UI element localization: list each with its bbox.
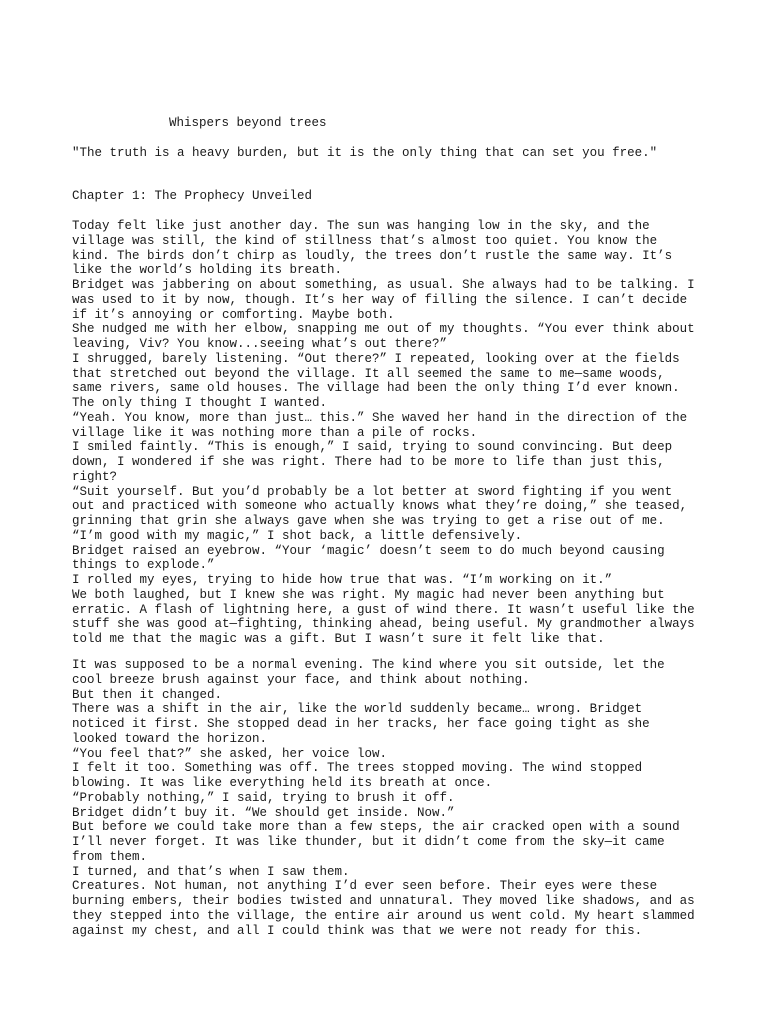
text-line: if it’s annoying or comforting. Maybe both. <box>72 307 395 322</box>
text-line: “You feel that?” she asked, her voice low. <box>72 746 388 761</box>
text-line: told me that the magic was a gift. But I wasn’t sure it felt like that. <box>72 632 605 646</box>
text-line: We both laughed, but I knew she was right. My magic had never been anything but <box>72 587 665 602</box>
text-line: noticed it first. She stopped dead in her tracks, her face going tight as she <box>72 717 650 731</box>
text-line: grinning that grin she always gave when she was trying to get a rise out of me. <box>72 514 665 528</box>
text-line: I felt it too. Something was off. The trees stopped moving. The wind stopped <box>72 761 643 776</box>
text-line: looked toward the horizon. <box>72 731 268 746</box>
text-line: village like it was nothing more than a pile of rocks. <box>72 425 478 440</box>
text-line: There was a shift in the air, like the world suddenly became… wrong. Bridget <box>72 702 643 717</box>
text-line: from them. <box>72 849 148 864</box>
text-line: leaving, Viv? You know...seeing what’s out there?” <box>72 337 448 351</box>
text-line: cool breeze brush against your face, and think about nothing. <box>72 672 530 687</box>
text-line: against my chest, and all I could think was that we were not ready for this. <box>72 923 643 938</box>
text-line: burning embers, their bodies twisted and unnatural. They moved like shadows, and as <box>72 894 695 908</box>
text-line: She nudged me with her elbow, snapping me out of my thoughts. “You ever think about <box>72 322 695 337</box>
text-line: “I’m good with my magic,” I shot back, a little defensively. <box>72 528 523 543</box>
text-line: right? <box>72 469 118 484</box>
document-title: Whispers beyond trees <box>169 116 327 130</box>
text-line: that stretched out beyond the village. It all seemed the same to me—same woods, <box>72 366 665 381</box>
chapter-heading: Chapter 1: The Prophecy Unveiled <box>72 189 313 203</box>
text-line: Bridget was jabbering on about something, as usual. She always had to be talking. I <box>72 278 695 292</box>
text-line: erratic. A flash of lightning here, a gust of wind there. It wasn’t useful like the <box>72 602 695 617</box>
text-line: was used to it by now, though. It’s her way of filling the silence. I can’t decide <box>72 292 688 307</box>
text-line: like the world’s holding its breath. <box>72 263 343 278</box>
text-line: “Yeah. You know, more than just… this.” She waved her hand in the direction of the <box>72 410 688 425</box>
text-line: “Suit yourself. But you’d probably be a lot better at sword fighting if you went <box>72 484 673 499</box>
text-line: Creatures. Not human, not anything I’d ever seen before. Their eyes were these <box>72 879 658 894</box>
text-line: I’ll never forget. It was like thunder, but it didn’t come from the sky—it came <box>72 835 665 849</box>
text-line: stuff she was good at—fighting, thinking ahead, being useful. My grandmother always <box>72 617 695 632</box>
text-line: It was supposed to be a normal evening. The kind where you sit outside, let the <box>72 658 665 672</box>
body-text-block-2 <box>72 658 695 938</box>
text-line: out and practiced with someone who actually knows what they’re doing,” she teased, <box>72 499 688 514</box>
text-line: I rolled my eyes, trying to hide how true that was. “I’m working on it.” <box>72 573 613 587</box>
text-line: they stepped into the village, the entire air around us went cold. My heart slammed <box>72 908 695 923</box>
text-line: Today felt like just another day. The sun was hanging low in the sky, and the <box>72 219 650 233</box>
text-line: I smiled faintly. “This is enough,” I said, trying to sound convincing. But deep <box>72 440 673 455</box>
text-line: blowing. It was like everything held its breath at once. <box>72 776 493 790</box>
text-line: village was still, the kind of stillness that’s almost too quiet. You know the <box>72 233 658 248</box>
body-text-block-1 <box>72 219 695 647</box>
text-line: same rivers, same old houses. The village had been the only thing I’d ever known. <box>72 381 680 396</box>
text-line: I turned, and that’s when I saw them. <box>72 864 350 879</box>
text-line: Bridget raised an eyebrow. “Your ‘magic’ doesn’t seem to do much beyond causing <box>72 543 665 558</box>
text-line: I shrugged, barely listening. “Out there?” I repeated, looking over at the fields <box>72 351 680 366</box>
text-line: things to explode.” <box>72 558 215 573</box>
text-line: The only thing I thought I wanted. <box>72 396 328 410</box>
text-line: But then it changed. <box>72 687 223 702</box>
text-line: But before we could take more than a few steps, the air cracked open with a sound <box>72 820 680 835</box>
text-line: down, I wondered if she was right. There had to be more to life than just this, <box>72 455 665 469</box>
epigraph: "The truth is a heavy burden, but it is the only thing that can set you free." <box>72 146 658 160</box>
text-line: kind. The birds don’t chirp as loudly, the trees don’t rustle the same way. It’s <box>72 248 673 263</box>
text-line: “Probably nothing,” I said, trying to brush it off. <box>72 790 455 805</box>
text-line: Bridget didn’t buy it. “We should get inside. Now.” <box>72 805 455 820</box>
